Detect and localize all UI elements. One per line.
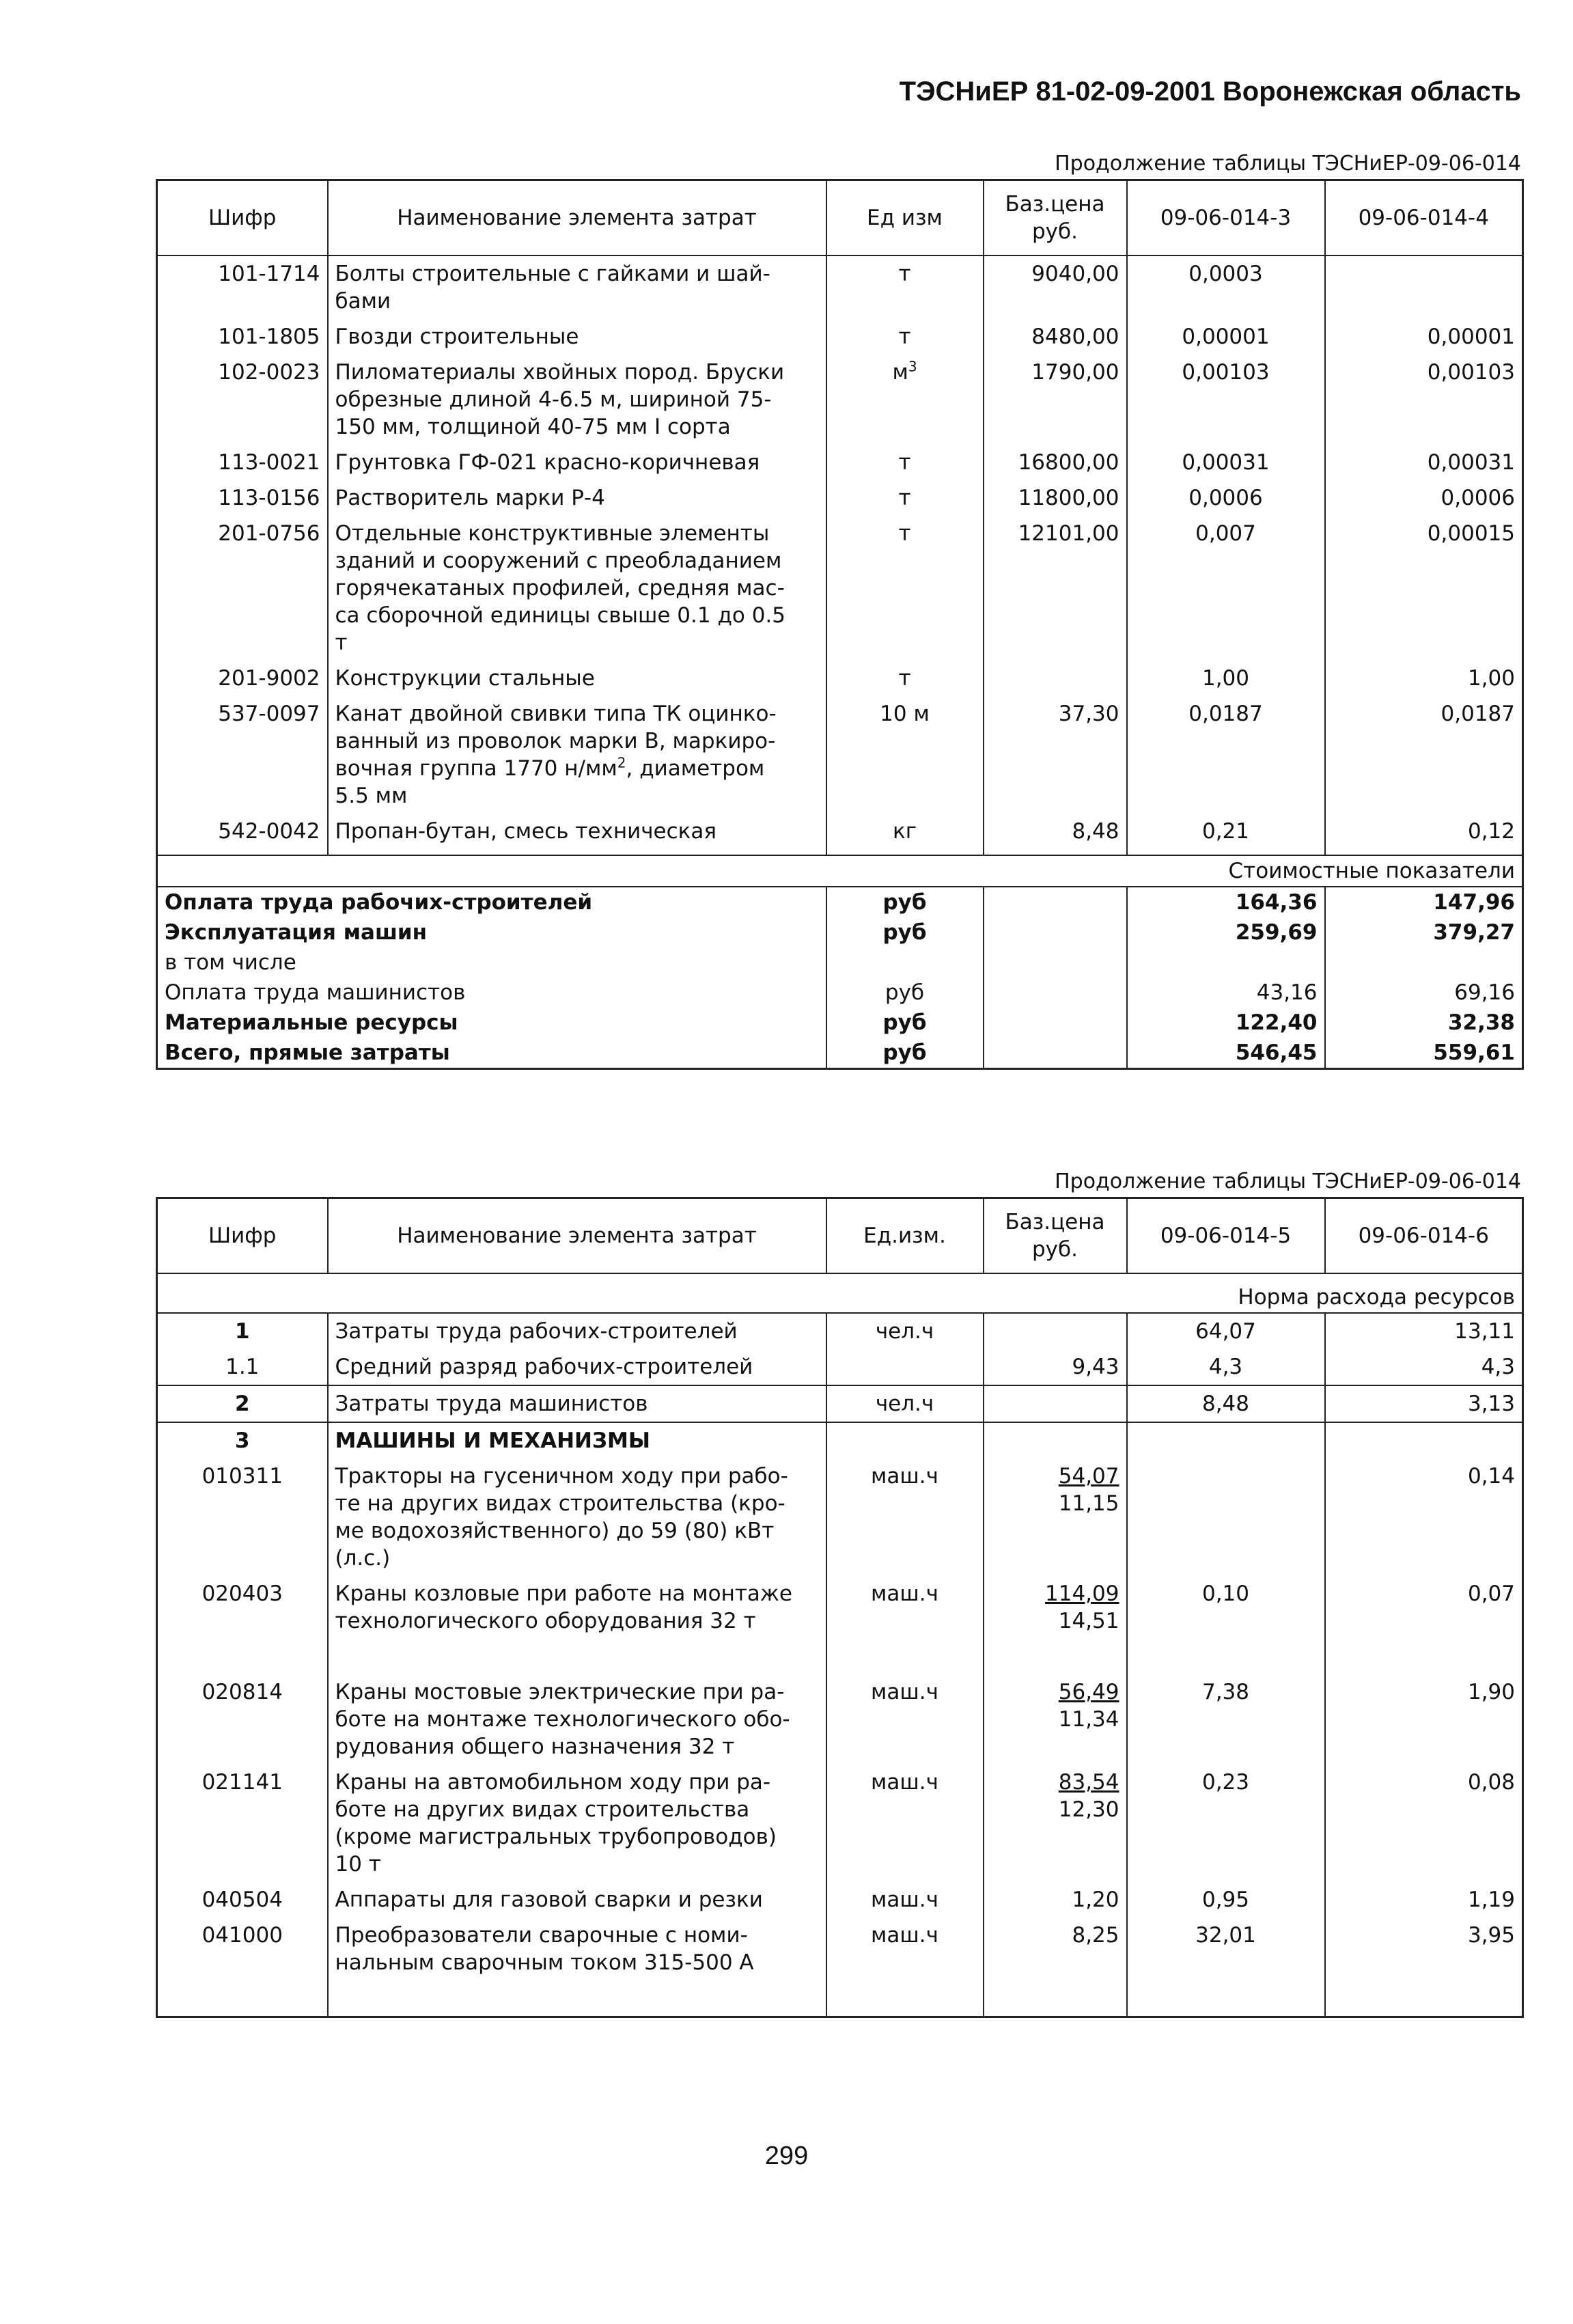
value-col-2: 0,14	[1325, 1458, 1523, 1576]
summary-row	[157, 978, 1523, 1008]
summary-value-2	[1325, 947, 1523, 978]
unit-of-measure: т	[826, 255, 984, 319]
resource-name: Затраты труда рабочих-строителей	[328, 1313, 826, 1349]
summary-value-2: 379,27	[1325, 917, 1523, 947]
resource-code: 2	[157, 1385, 328, 1422]
value-col-1: 0,10	[1127, 1576, 1325, 1674]
base-price: 1790,00	[984, 355, 1127, 445]
value-col-2	[1325, 255, 1523, 319]
summary-value-1: 122,40	[1127, 1008, 1325, 1038]
value-col-2: 0,0006	[1325, 480, 1523, 516]
resource-code: 010311	[157, 1458, 328, 1576]
summary-unit: руб	[826, 1038, 984, 1069]
table-row	[157, 255, 1523, 319]
resource-name: МАШИНЫ И МЕХАНИЗМЫ	[328, 1422, 826, 1458]
resource-name: Гвозди строительные	[328, 319, 826, 355]
value-col-2: 1,00	[1325, 661, 1523, 696]
column-header: Баз.цена руб.	[984, 1198, 1127, 1274]
resource-code: 1.1	[157, 1349, 328, 1385]
value-col-2: 1,19	[1325, 1882, 1523, 1918]
value-col-2: 0,07	[1325, 1576, 1523, 1674]
base-price	[984, 1385, 1127, 1422]
resource-name: Болты строительные с гайками и шай- бами	[328, 255, 826, 319]
table-row	[157, 516, 1523, 661]
resource-name: Краны на автомобильном ходу при ра- боте на других видах строительства (кроме магистральных трубопроводов) 10 т	[328, 1765, 826, 1882]
base-price: 114,09 14,51	[984, 1576, 1127, 1674]
table-row	[157, 1765, 1523, 1882]
column-header: Шифр	[157, 1198, 328, 1274]
resource-cost-table	[156, 179, 1524, 1070]
unit-of-measure: чел.ч	[826, 1385, 984, 1422]
summary-label: Всего, прямые затраты	[157, 1038, 826, 1069]
value-col-1: 0,00031	[1127, 445, 1325, 480]
summary-label: Материальные ресурсы	[157, 1008, 826, 1038]
resource-code: 201-0756	[157, 516, 328, 661]
unit-of-measure: т	[826, 661, 984, 696]
table-row	[157, 1349, 1523, 1385]
resource-name: Пиломатериалы хвойных пород. Бруски обрезные длиной 4-6.5 м, шириной 75- 150 мм, толщиной 40-75 мм I сорта	[328, 355, 826, 445]
summary-row	[157, 887, 1523, 917]
base-price: 8,48	[984, 814, 1127, 855]
value-col-2: 0,00001	[1325, 319, 1523, 355]
resource-name: Краны мостовые электрические при ра- боте на монтаже технологического обо- рудования общего назначения 32 т	[328, 1674, 826, 1765]
value-col-2: 3,95	[1325, 1918, 1523, 2017]
table-row	[157, 355, 1523, 445]
summary-price-empty	[984, 887, 1127, 917]
column-header: Наименование элемента затрат	[328, 180, 826, 256]
table-row	[157, 814, 1523, 855]
value-col-2: 1,90	[1325, 1674, 1523, 1765]
resource-code: 101-1805	[157, 319, 328, 355]
summary-value-1: 43,16	[1127, 978, 1325, 1008]
unit-of-measure: $м^3$	[826, 355, 984, 445]
value-col-1: 64,07	[1127, 1313, 1325, 1349]
value-col-2: 0,12	[1325, 814, 1523, 855]
unit-of-measure: маш.ч	[826, 1576, 984, 1674]
table-row	[157, 661, 1523, 696]
value-col-1: 0,007	[1127, 516, 1325, 661]
table-row	[157, 1458, 1523, 1576]
summary-value-1: 546,45	[1127, 1038, 1325, 1069]
section-row	[157, 1273, 1523, 1313]
base-price: 12101,00	[984, 516, 1127, 661]
table-row	[157, 1385, 1523, 1422]
resource-code: 201-9002	[157, 661, 328, 696]
summary-row	[157, 947, 1523, 978]
summary-value-2: 69,16	[1325, 978, 1523, 1008]
table-row	[157, 1422, 1523, 1458]
page-number: 299	[764, 2142, 809, 2170]
value-col-2: 3,13	[1325, 1385, 1523, 1422]
summary-value-2: 32,38	[1325, 1008, 1523, 1038]
resource-code: 020403	[157, 1576, 328, 1674]
value-col-1: 0,0006	[1127, 480, 1325, 516]
value-col-2: 0,00015	[1325, 516, 1523, 661]
summary-label: Оплата труда рабочих-строителей	[157, 887, 826, 917]
section-label: Норма расхода ресурсов	[157, 1273, 1523, 1313]
resource-name: Краны козловые при работе на монтаже технологического оборудования 32 т	[328, 1576, 826, 1674]
summary-price-empty	[984, 947, 1127, 978]
resource-code: 040504	[157, 1882, 328, 1918]
resource-code: 3	[157, 1422, 328, 1458]
unit-of-measure: 10 м	[826, 696, 984, 814]
value-col-1: 0,00103	[1127, 355, 1325, 445]
resource-name: Пропан-бутан, смесь техническая	[328, 814, 826, 855]
summary-unit: руб	[826, 978, 984, 1008]
resource-name: Преобразователи сварочные с номи- нальным сварочным током 315-500 А	[328, 1918, 826, 2017]
value-col-2: 0,00103	[1325, 355, 1523, 445]
value-col-1: 32,01	[1127, 1918, 1325, 2017]
document-header-title: ТЭСНиЕР 81-02-09-2001 Воронежская область	[899, 77, 1521, 107]
summary-value-2: 559,61	[1325, 1038, 1523, 1069]
unit-of-measure: т	[826, 319, 984, 355]
column-header: 09-06-014-6	[1325, 1198, 1523, 1274]
summary-value-2: 147,96	[1325, 887, 1523, 917]
column-header: 09-06-014-5	[1127, 1198, 1325, 1274]
resource-code: 1	[157, 1313, 328, 1349]
value-col-2: 0,0187	[1325, 696, 1523, 814]
resource-code: 020814	[157, 1674, 328, 1765]
column-header: Ед изм	[826, 180, 984, 256]
resource-code: 101-1714	[157, 255, 328, 319]
value-col-2: 13,11	[1325, 1313, 1523, 1349]
value-col-1: 0,00001	[1127, 319, 1325, 355]
base-price: 56,49 11,34	[984, 1674, 1127, 1765]
resource-name: Отдельные конструктивные элементы зданий и сооружений с преобладанием горячекатаных профилей, средняя мас- са сборочной единицы свыше 0.1 до 0.5 т	[328, 516, 826, 661]
value-col-1: 7,38	[1127, 1674, 1325, 1765]
resource-name: Аппараты для газовой сварки и резки	[328, 1882, 826, 1918]
column-header: Наименование элемента затрат	[328, 1198, 826, 1274]
resource-name: Затраты труда машинистов	[328, 1385, 826, 1422]
value-col-1: 0,95	[1127, 1882, 1325, 1918]
resource-code: 041000	[157, 1918, 328, 2017]
value-col-2: 0,08	[1325, 1765, 1523, 1882]
unit-of-measure	[826, 1422, 984, 1458]
base-price: 8,25	[984, 1918, 1127, 2017]
resource-norm-table	[156, 1197, 1524, 2018]
table-row	[157, 319, 1523, 355]
value-col-2	[1325, 1422, 1523, 1458]
column-header: Баз.цена руб.	[984, 180, 1127, 256]
column-header: Ед.изм.	[826, 1198, 984, 1274]
value-col-1: 4,3	[1127, 1349, 1325, 1385]
table-row	[157, 1918, 1523, 2017]
value-col-1: 0,21	[1127, 814, 1325, 855]
column-header: Шифр	[157, 180, 328, 256]
summary-price-empty	[984, 978, 1127, 1008]
base-price: 83,54 12,30	[984, 1765, 1127, 1882]
unit-of-measure: т	[826, 445, 984, 480]
section-label: Стоимостные показатели	[157, 855, 1523, 887]
value-col-1: 0,23	[1127, 1765, 1325, 1882]
resource-name: Тракторы на гусеничном ходу при рабо- те на других видах строительства (кро- ме водохозяйственного) до 59 (80) кВт (л.с.)	[328, 1458, 826, 1576]
base-price: 11800,00	[984, 480, 1127, 516]
base-price	[984, 1313, 1127, 1349]
resource-code: 113-0156	[157, 480, 328, 516]
base-price	[984, 1422, 1127, 1458]
resource-name: Растворитель марки Р-4	[328, 480, 826, 516]
summary-unit: руб	[826, 917, 984, 947]
resource-name: Средний разряд рабочих-строителей	[328, 1349, 826, 1385]
summary-price-empty	[984, 917, 1127, 947]
base-price: 37,30	[984, 696, 1127, 814]
unit-of-measure: чел.ч	[826, 1313, 984, 1349]
summary-row	[157, 1038, 1523, 1069]
resource-name: Канат двойной свивки типа ТК оцинко- ванный из проволок марки В, маркиро- вочная группа 1770 $н/мм^2$, диаметром 5.5 мм	[328, 696, 826, 814]
summary-label: Эксплуатация машин	[157, 917, 826, 947]
value-col-2: 4,3	[1325, 1349, 1523, 1385]
resource-name: Конструкции стальные	[328, 661, 826, 696]
unit-of-measure: кг	[826, 814, 984, 855]
table2-caption: Продолжение таблицы ТЭСНиЕР-09-06-014	[1055, 1170, 1521, 1193]
value-col-1	[1127, 1458, 1325, 1576]
value-col-1: 1,00	[1127, 661, 1325, 696]
table-row	[157, 1882, 1523, 1918]
value-col-2: 0,00031	[1325, 445, 1523, 480]
table-row	[157, 1313, 1523, 1349]
resource-code: 542-0042	[157, 814, 328, 855]
value-col-1: 8,48	[1127, 1385, 1325, 1422]
column-header: 09-06-014-4	[1325, 180, 1523, 256]
resource-code: 113-0021	[157, 445, 328, 480]
resource-code: 537-0097	[157, 696, 328, 814]
table-row	[157, 696, 1523, 814]
value-col-1	[1127, 1422, 1325, 1458]
unit-of-measure	[826, 1349, 984, 1385]
unit-of-measure: маш.ч	[826, 1458, 984, 1576]
summary-price-empty	[984, 1038, 1127, 1069]
summary-value-1: 259,69	[1127, 917, 1325, 947]
resource-code: 102-0023	[157, 355, 328, 445]
table-row	[157, 1576, 1523, 1674]
unit-of-measure: маш.ч	[826, 1918, 984, 2017]
base-price	[984, 661, 1127, 696]
unit-of-measure: маш.ч	[826, 1765, 984, 1882]
table1-caption: Продолжение таблицы ТЭСНиЕР-09-06-014	[1055, 152, 1521, 176]
summary-value-1: 164,36	[1127, 887, 1325, 917]
summary-label: Оплата труда машинистов	[157, 978, 826, 1008]
base-price: 1,20	[984, 1882, 1127, 1918]
table-row	[157, 480, 1523, 516]
unit-of-measure: т	[826, 516, 984, 661]
table-header-row	[157, 1198, 1523, 1274]
unit-of-measure: маш.ч	[826, 1882, 984, 1918]
base-price: 8480,00	[984, 319, 1127, 355]
value-col-1: 0,0187	[1127, 696, 1325, 814]
summary-unit	[826, 947, 984, 978]
table-row	[157, 1674, 1523, 1765]
summary-unit: руб	[826, 1008, 984, 1038]
unit-of-measure: маш.ч	[826, 1674, 984, 1765]
value-col-1: 0,0003	[1127, 255, 1325, 319]
summary-row	[157, 1008, 1523, 1038]
base-price: 9040,00	[984, 255, 1127, 319]
summary-value-1	[1127, 947, 1325, 978]
base-price: 54,07 11,15	[984, 1458, 1127, 1576]
summary-unit: руб	[826, 887, 984, 917]
base-price: 16800,00	[984, 445, 1127, 480]
resource-code: 021141	[157, 1765, 328, 1882]
table-header-row	[157, 180, 1523, 256]
summary-price-empty	[984, 1008, 1127, 1038]
summary-row	[157, 917, 1523, 947]
unit-of-measure: т	[826, 480, 984, 516]
section-row	[157, 855, 1523, 887]
resource-name: Грунтовка ГФ-021 красно-коричневая	[328, 445, 826, 480]
table-row	[157, 445, 1523, 480]
column-header: 09-06-014-3	[1127, 180, 1325, 256]
summary-label: в том числе	[157, 947, 826, 978]
base-price: 9,43	[984, 1349, 1127, 1385]
